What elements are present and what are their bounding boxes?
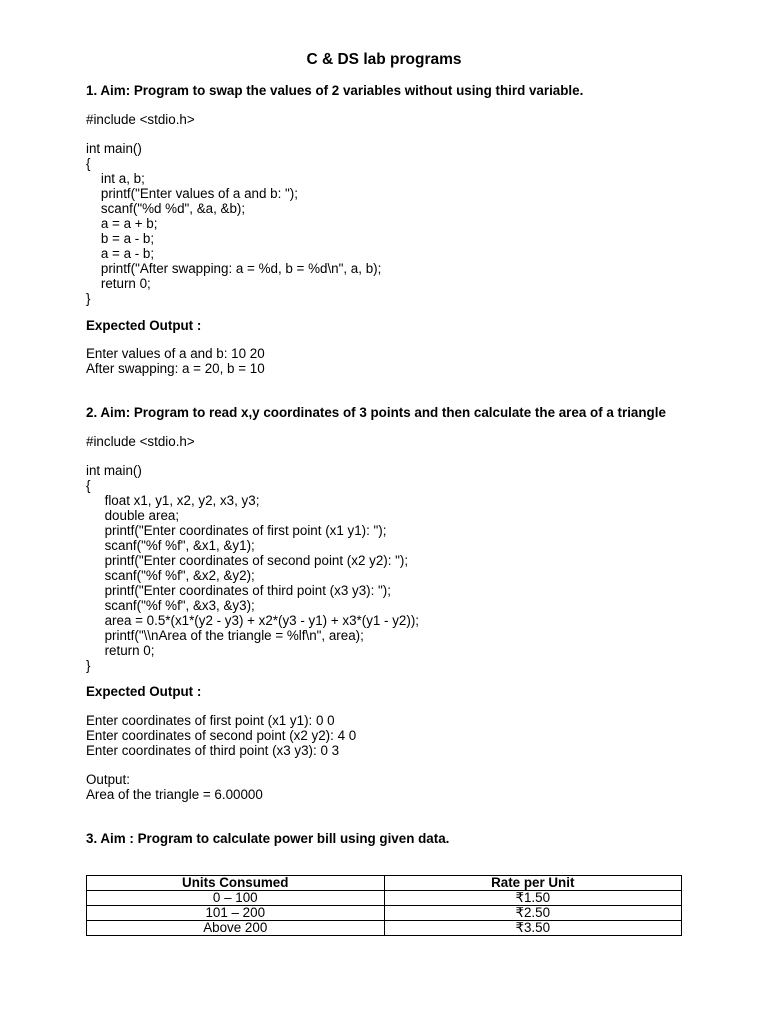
output-line: Enter coordinates of second point (x2 y2): 4 0 (86, 728, 357, 743)
program1-output (86, 346, 265, 376)
code-line: int main() (86, 463, 142, 478)
rate-cell: ₹2.50 (384, 906, 682, 921)
output-label: Output: (86, 772, 130, 787)
output-line: Enter coordinates of third point (x3 y3): 0 3 (86, 743, 340, 758)
table-row (87, 921, 682, 936)
output-line: Enter coordinates of first point (x1 y1): 0 0 (86, 713, 335, 728)
output-line: After swapping: a = 20, b = 10 (86, 361, 265, 376)
program2-output (86, 713, 356, 758)
table-row (87, 891, 682, 906)
code-line: } (86, 658, 91, 673)
program1-expected-label: Expected Output : (86, 318, 202, 333)
code-line: printf("Enter coordinates of first point (x1 y1): "); (86, 523, 387, 538)
code-line: return 0; (86, 643, 155, 658)
code-line: printf("\\nArea of the triangle = %lf\n", area); (86, 628, 364, 643)
code-line: int a, b; (86, 171, 145, 186)
rate-cell: ₹3.50 (384, 921, 682, 936)
output-line: Enter values of a and b: 10 20 (86, 346, 265, 361)
program2-include: #include <stdio.h> (86, 434, 195, 449)
column-header-units: Units Consumed (87, 876, 385, 891)
table-header-row (87, 876, 682, 891)
result-line: Area of the triangle = 6.00000 (86, 787, 263, 802)
code-line: scanf("%f %f", &x2, &y2); (86, 568, 255, 583)
page-title: C & DS lab programs (306, 51, 462, 68)
program3-aim: 3. Aim : Program to calculate power bill using given data. (86, 831, 450, 846)
program1-code (86, 141, 381, 306)
code-line: int main() (86, 141, 142, 156)
program1-aim: 1. Aim: Program to swap the values of 2 variables without using third variable. (86, 83, 584, 98)
code-line: area = 0.5*(x1*(y2 - y3) + x2*(y3 - y1) + x3*(y1 - y2)); (86, 613, 420, 628)
code-line: scanf("%f %f", &x3, &y3); (86, 598, 255, 613)
code-line: float x1, y1, x2, y2, x3, y3; (86, 493, 260, 508)
code-line: { (86, 156, 91, 171)
code-line: printf("After swapping: a = %d, b = %d\n", a, b); (86, 261, 382, 276)
code-line: a = a - b; (86, 246, 155, 261)
rate-cell: ₹1.50 (384, 891, 682, 906)
code-line: a = a + b; (86, 216, 158, 231)
code-line: } (86, 291, 91, 306)
code-line: printf("Enter coordinates of second point (x2 y2): "); (86, 553, 409, 568)
program2-result (86, 772, 263, 802)
column-header-rate: Rate per Unit (384, 876, 682, 891)
code-line: scanf("%d %d", &a, &b); (86, 201, 246, 216)
code-line: double area; (86, 508, 180, 523)
power-bill-table (86, 875, 682, 936)
code-line: printf("Enter coordinates of third point (x3 y3): "); (86, 583, 391, 598)
program2-code (86, 463, 419, 673)
code-line: { (86, 478, 91, 493)
units-cell: Above 200 (87, 921, 385, 936)
code-line: return 0; (86, 276, 151, 291)
units-cell: 101 – 200 (87, 906, 385, 921)
code-line: scanf("%f %f", &x1, &y1); (86, 538, 255, 553)
program2-aim: 2. Aim: Program to read x,y coordinates of 3 points and then calculate the area of a triangle (86, 405, 666, 420)
program2-expected-label: Expected Output : (86, 684, 202, 699)
code-line: b = a - b; (86, 231, 155, 246)
table-row (87, 906, 682, 921)
program1-include: #include <stdio.h> (86, 112, 195, 127)
code-line: printf("Enter values of a and b: "); (86, 186, 298, 201)
units-cell: 0 – 100 (87, 891, 385, 906)
